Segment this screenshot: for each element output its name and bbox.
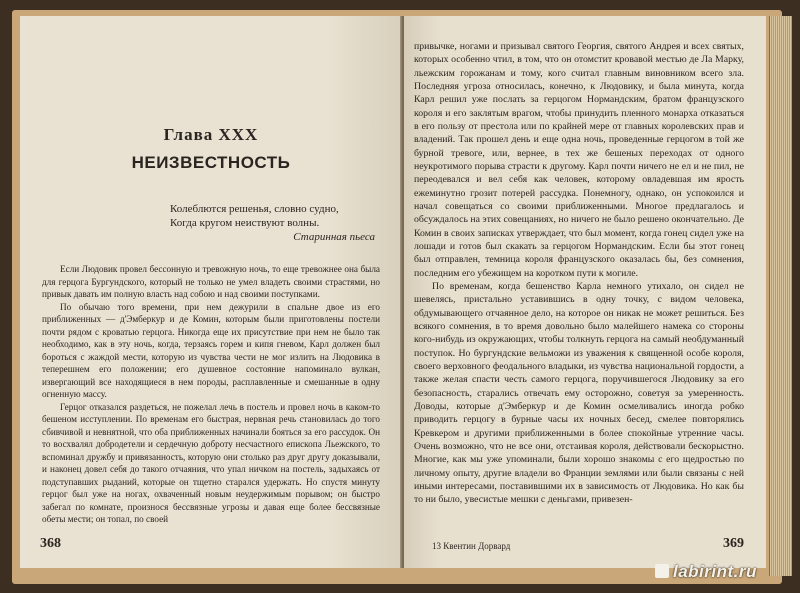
body-text [414,40,744,506]
printer-signature: 13 Квентин Дорвард [432,541,511,551]
chapter-number: Глава XXX [163,125,259,144]
book-icon [655,564,669,578]
right-page [404,16,766,568]
page-edges [769,16,792,576]
page-number: 368 [40,536,61,551]
watermark [655,562,757,582]
left-page [20,16,402,568]
epigraph [170,202,375,244]
paragraph: По обычаю того времени, при нем дежурили в спальне двое из его приближенных — д'Эмберкур и де Комин, которым были приготовлены постели почти рядом с кроватью герцога. Никогда еще их присутствие при нем не было так необходимо, как в эту ночь, когда, терзаясь горем и кипя гневом, Карл должен был бороться с жаждой мести, которую из чувства чести не мог излить на Людовика в теперешнем его положении; его душевное состояние напоминало вулкан, извергающий все находящиеся в нем породы, расплавленные и смешанные в одну огненную массу. [42,301,380,400]
body-text [42,263,380,526]
epigraph-line: Колеблются решенья, словно судно, [170,203,339,215]
paragraph: По временам, когда бешенство Карла немного утихало, он сидел не шевелясь, пристально уставившись в одну точку, с видом человека, обдумывающего отчаянное дело, на которое он никак не может решиться. Без всякого сомнения, в то время довольно было малейшего намека со стороны кого-нибудь из окружающих, чтобы толкнуть герцога на самый необдуманный поступок. Но бургундские вельможи из уважения к священной особе короля, своего верховного феодального владыки, из чувства национальной гордости, а также желая спасти честь самого герцога, поручившегося Людовику за его безопасность, старались отвечать ему осторожно, советуя за умеренность. Доводы, которые д'Эмберкур и де Комин осмеливались иногда робко приводить герцогу в бурные часы их ночных бесед, смелее повторялись Кревкером и другими приближенными в более спокойные утренние часы. Очень возможно, что не все они, отстаивая короля, действовали бескорыстно. Многие, как мы уже упоминали, были хорошо знакомы с его щедростью по личному опыту, другие владели во Франции землями или были связаны с ней иными интересами, поставившими их в зависимость от Людовика. Но как бы то ни было, увесистые мешки с деньгами, привезен- [414,280,744,506]
page-number: 369 [723,536,744,551]
chapter-title: НЕИЗВЕСТНОСТЬ [131,153,291,172]
epigraph-line: Когда кругом неиствуют волны. [170,217,320,229]
watermark-text: labirint.ru [673,562,757,581]
paragraph: Герцог отказался раздеться, не пожелал лечь в постель и провел ночь в каком-то бешеном исступлении. По временам его быстрая, нервная речь становилась до того сбивчивой и невнятной, что оба приближенных начинали бояться за его рассудок. Он то восхвалял добродетели и сердечную доброту несчастного епископа Льежского, то вспоминал дружбу и привязанность, которую они столько раз друг другу доказывали, и наконец довел себя до такого отчаяния, что упал ничком на постель, задыхаясь от подступавших рыданий, которые он тщетно старался удержать. Но спустя минуту герцог был уже на ногах, охваченный новым неудержимым порывом; он быстро забегал по комнате, произнося бессвязные угрозы и давая еще более бессвязные обеты мести; он топал, по своей [42,401,380,525]
epigraph-source: Старинная пьеса [293,231,375,243]
paragraph: привычке, ногами и призывал святого Георгия, святого Андрея и всех святых, которых особенно чтил, в том, что он отомстит кровавой местью де Ла Марку, льежским горожанам и тому, кого считал главным виновником всего зла. Последняя угроза относилась, конечно, к Людовику, и была минута, когда Карл решил уже послать за герцогом Нормандским, братом французского короля и его заклятым врагом, чтобы принудить пленного монарха отказаться в его пользу от престола или по крайней мере от главных королевских прав и владений. Так прошел день и еще одна ночь, проведенные герцогом в той же бурной тревоге, или, вернее, в тех же бешеных переходах от одного неукротимого порыва страсти к другому. Карл почти ничего не ел и не пил, не переодевался и вел себя как человек, которому овладевшая им ярость ежеминутно грозит потерей рассудка. Понемногу, однако, он успокоился и начал совещаться со своими приближенными. Многое предлагалось и обсуждалось на этих совещаниях, но ничего не было решено окончательно. Де Комин в своих записках утверждает, что был момент, когда гонец сидел уже на лошади и готов был скакать за герцогом Нормандским. Если бы этот гонец был отправлен, темница короля французского оказалась бы, без сомнения, последним его убежищем на коротком пути к могиле. [414,41,744,279]
paragraph: Если Людовик провел бессонную и тревожную ночь, то еще тревожнее она была для герцога Бургундского, который не только не умел владеть своими страстями, но привык давать им полную власть над собою и над своими поступками. [42,264,380,300]
